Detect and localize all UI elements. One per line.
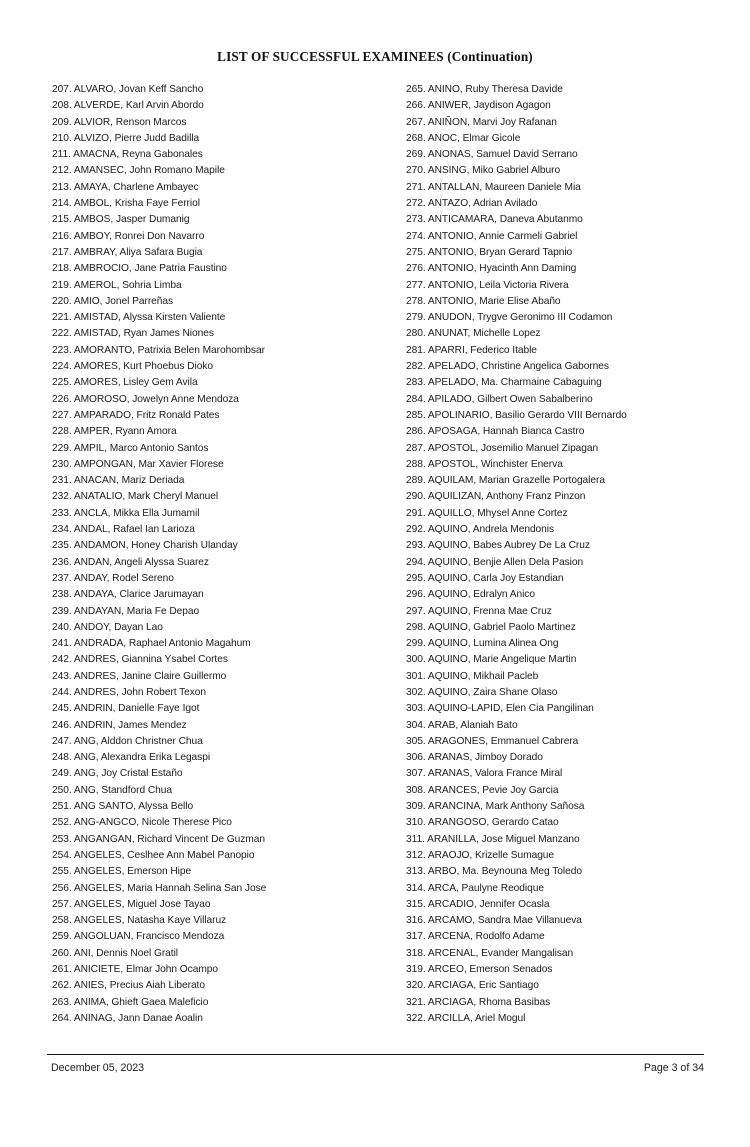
examinee-entry: 253. ANGANGAN, Richard Vincent De Guzman <box>52 833 265 845</box>
examinee-entry: 261. ANICIETE, Elmar John Ocampo <box>52 964 218 976</box>
examinee-entry: 321. ARCIAGA, Rhoma Basibas <box>406 996 551 1008</box>
examinee-entry: 313. ARBO, Ma. Beynouna Meg Toledo <box>406 866 582 878</box>
examinee-entry: 228. AMPER, Ryann Amora <box>52 426 177 438</box>
examinee-entry: 255. ANGELES, Emerson Hipe <box>52 866 192 878</box>
examinee-entry: 306. ARANAS, Jimboy Dorado <box>406 752 543 764</box>
examinee-entry: 238. ANDAYA, Clarice Jarumayan <box>52 589 204 601</box>
examinee-entry: 317. ARCENA, Rodolfo Adame <box>406 931 545 943</box>
examinee-entry: 264. ANINAG, Jann Danae Aoalin <box>52 1012 203 1024</box>
examinee-entry: 208. ALVERDE, Karl Arvin Abordo <box>52 100 204 112</box>
examinee-entry: 222. AMISTAD, Ryan James Niones <box>52 328 214 340</box>
examinee-entry: 267. ANIÑON, Marvi Joy Rafanan <box>406 116 557 128</box>
examinee-entry: 307. ARANAS, Valora France Miral <box>406 768 563 780</box>
examinee-entry: 271. ANTALLAN, Maureen Daniele Mia <box>406 181 581 193</box>
examinee-entry: 322. ARCILLA, Ariel Mogul <box>406 1012 526 1024</box>
examinee-entry: 229. AMPIL, Marco Antonio Santos <box>52 442 209 454</box>
examinee-entry: 232. ANATALIO, Mark Cheryl Manuel <box>52 491 219 503</box>
examinee-entry: 291. AQUILLO, Mhysel Anne Cortez <box>406 507 568 519</box>
examinee-entry: 289. AQUILAM, Marian Grazelle Portogalera <box>406 475 605 487</box>
examinee-entry: 305. ARAGONES, Emmanuel Cabrera <box>406 735 579 747</box>
examinee-entry: 300. AQUINO, Marie Angelique Martin <box>406 654 577 666</box>
examinee-entry: 279. ANUDON, Trygve Geronimo III Codamon <box>406 312 613 324</box>
examinee-column-left <box>52 82 382 1027</box>
examinee-entry: 297. AQUINO, Frenna Mae Cruz <box>406 605 552 617</box>
examinee-entry: 294. AQUINO, Benjie Allen Dela Pasion <box>406 556 584 568</box>
examinee-entry: 246. ANDRIN, James Mendez <box>52 719 187 731</box>
examinee-entry: 283. APELADO, Ma. Charmaine Cabaguing <box>406 377 602 389</box>
examinee-entry: 286. APOSAGA, Hannah Bianca Castro <box>406 426 585 438</box>
examinee-entry: 207. ALVARO, Jovan Keff Sancho <box>52 84 204 95</box>
examinee-entry: 312. ARAOJO, Krizelle Sumague <box>406 849 555 861</box>
examinee-entry: 285. APOLINARIO, Basilio Gerardo VIII Bernardo <box>406 409 627 421</box>
examinee-entry: 268. ANOC, Elmar Gicole <box>406 132 521 144</box>
examinee-entry: 257. ANGELES, Miguel Jose Tayao <box>52 898 211 910</box>
examinee-entry: 227. AMPARADO, Fritz Ronald Pates <box>52 409 220 421</box>
examinee-entry: 319. ARCEO, Emerson Senados <box>406 964 553 976</box>
examinee-entry: 215. AMBOS, Jasper Dumanig <box>52 214 190 226</box>
examinee-entry: 290. AQUILIZAN, Anthony Franz Pinzon <box>406 491 586 503</box>
examinee-entry: 262. ANIES, Precius Aiah Liberato <box>52 980 205 992</box>
examinee-entry: 218. AMBROCIO, Jane Patria Faustino <box>52 263 227 275</box>
examinee-entry: 284. APILADO, Gilbert Owen Sabalberino <box>406 393 593 405</box>
examinee-entry: 275. ANTONIO, Bryan Gerard Tapnio <box>406 246 573 258</box>
examinee-entry: 233. ANCLA, Mikka Ella Jumamil <box>52 507 200 519</box>
examinee-entry: 235. ANDAMON, Honey Charish Ulanday <box>52 540 238 552</box>
examinee-entry: 252. ANG-ANGCO, Nicole Therese Pico <box>52 817 232 829</box>
examinee-entry: 308. ARANCES, Pevie Joy Garcia <box>406 784 559 796</box>
footer-date: December 05, 2023 <box>51 1062 145 1074</box>
examinee-entry: 250. ANG, Standford Chua <box>52 784 172 796</box>
examinee-entry: 281. APARRI, Federico Itable <box>406 344 537 356</box>
examinee-entry: 320. ARCIAGA, Eric Santiago <box>406 980 539 992</box>
examinee-entry: 288. APOSTOL, Winchister Enerva <box>406 458 563 470</box>
examinee-entry: 234. ANDAL, Rafael Ian Larioza <box>52 524 195 536</box>
examinee-entry: 254. ANGELES, Ceslhee Ann Mabel Panopio <box>52 849 255 861</box>
examinee-entry: 212. AMANSEC, John Romano Mapile <box>52 165 225 177</box>
examinee-entry: 213. AMAYA, Charlene Ambayec <box>52 181 199 193</box>
examinee-entry: 318. ARCENAL, Evander Mangalisan <box>406 947 574 959</box>
examinee-entry: 241. ANDRADA, Raphael Antonio Magahum <box>52 638 251 650</box>
examinee-entry: 217. AMBRAY, Aliya Safara Bugia <box>52 246 203 258</box>
examinee-entry: 292. AQUINO, Andrela Mendonis <box>406 524 555 536</box>
examinee-entry: 296. AQUINO, Edralyn Anico <box>406 589 535 601</box>
examinee-entry: 269. ANONAS, Samuel David Serrano <box>406 149 578 161</box>
examinee-entry: 225. AMORES, Lisley Gem Avila <box>52 377 198 389</box>
examinee-entry: 266. ANIWER, Jaydison Agagon <box>406 100 551 112</box>
examinee-entry: 274. ANTONIO, Annie Carmeli Gabriel <box>406 230 578 242</box>
examinee-entry: 277. ANTONIO, Leila Victoria Rivera <box>406 279 569 291</box>
examinee-entry: 315. ARCADIO, Jennifer Ocasla <box>406 898 550 910</box>
examinee-entry: 310. ARANGOSO, Gerardo Catao <box>406 817 559 829</box>
examinee-entry: 242. ANDRES, Giannina Ysabel Cortes <box>52 654 228 666</box>
examinee-entry: 295. AQUINO, Carla Joy Estandian <box>406 572 564 584</box>
examinee-entry: 221. AMISTAD, Alyssa Kirsten Valiente <box>52 312 226 324</box>
examinee-entry: 226. AMOROSO, Jowelyn Anne Mendoza <box>52 393 239 405</box>
examinee-entry: 239. ANDAYAN, Maria Fe Depao <box>52 605 200 617</box>
footer-page-number: Page 3 of 34 <box>643 1062 704 1074</box>
examinee-entry: 303. AQUINO-LAPID, Elen Cia Pangilinan <box>406 703 594 715</box>
examinee-entry: 272. ANTAZO, Adrian Avilado <box>406 198 538 210</box>
examinee-entry: 278. ANTONIO, Marie Elise Abaño <box>406 295 561 307</box>
examinee-entry: 273. ANTICAMARA, Daneva Abutanmo <box>406 214 583 226</box>
examinee-entry: 210. ALVIZO, Pierre Judd Badilla <box>52 132 200 144</box>
examinee-entry: 244. ANDRES, John Robert Texon <box>52 686 207 698</box>
examinee-entry: 265. ANINO, Ruby Theresa Davide <box>406 84 563 95</box>
examinee-entry: 276. ANTONIO, Hyacinth Ann Daming <box>406 263 577 275</box>
examinee-entry: 216. AMBOY, Ronrei Don Navarro <box>52 230 205 242</box>
examinee-entry: 270. ANSING, Miko Gabriel Alburo <box>406 165 561 177</box>
page-title: LIST OF SUCCESSFUL EXAMINEES (Continuation) <box>217 49 533 64</box>
page-footer <box>47 1062 704 1082</box>
examinee-entry: 263. ANIMA, Ghieft Gaea Maleficio <box>52 996 209 1008</box>
examinee-entry: 209. ALVIOR, Renson Marcos <box>52 116 187 128</box>
examinee-entry: 314. ARCA, Paulyne Reodique <box>406 882 544 894</box>
examinee-entry: 311. ARANILLA, Jose Miguel Manzano <box>406 833 580 845</box>
examinee-entry: 220. AMIO, Jonel Parreñas <box>52 295 174 307</box>
examinee-entry: 256. ANGELES, Maria Hannah Selina San Jose <box>52 882 267 894</box>
examinee-entry: 280. ANUNAT, Michelle Lopez <box>406 328 541 340</box>
examinee-entry: 224. AMORES, Kurt Phoebus Dioko <box>52 361 213 373</box>
examinee-entry: 249. ANG, Joy Cristal Estaño <box>52 768 183 780</box>
examinee-entry: 243. ANDRES, Janine Claire Guillermo <box>52 670 227 682</box>
examinee-entry: 245. ANDRIN, Danielle Faye Igot <box>52 703 200 715</box>
examinee-entry: 287. APOSTOL, Josemilio Manuel Zipagan <box>406 442 599 454</box>
examinee-entry: 240. ANDOY, Dayan Lao <box>52 621 163 633</box>
examinee-column-right <box>406 82 706 1027</box>
examinee-entry: 260. ANI, Dennis Noel Gratil <box>52 947 179 959</box>
examinee-entry: 251. ANG SANTO, Alyssa Bello <box>52 801 194 813</box>
examinee-entry: 302. AQUINO, Zaira Shane Olaso <box>406 686 558 698</box>
examinee-entry: 282. APELADO, Christine Angelica Gabornes <box>406 361 609 373</box>
examinee-entry: 293. AQUINO, Babes Aubrey De La Cruz <box>406 540 590 552</box>
examinee-entry: 298. AQUINO, Gabriel Paolo Martinez <box>406 621 576 633</box>
examinee-entry: 301. AQUINO, Mikhail Pacleb <box>406 670 539 682</box>
footer-divider <box>47 1054 704 1055</box>
examinee-entry: 211. AMACNA, Reyna Gabonales <box>52 149 203 161</box>
examinee-entry: 236. ANDAN, Angeli Alyssa Suarez <box>52 556 209 568</box>
examinee-entry: 214. AMBOL, Krisha Faye Ferriol <box>52 198 200 210</box>
examinee-entry: 230. AMPONGAN, Mar Xavier Florese <box>52 458 224 470</box>
examinee-entry: 237. ANDAY, Rodel Sereno <box>52 572 174 584</box>
examinee-entry: 304. ARAB, Alaniah Bato <box>406 719 518 731</box>
examinee-entry: 231. ANACAN, Mariz Deriada <box>52 475 185 487</box>
examinee-entry: 316. ARCAMO, Sandra Mae Villanueva <box>406 915 582 927</box>
examinee-entry: 259. ANGOLUAN, Francisco Mendoza <box>52 931 225 943</box>
examinee-entry: 247. ANG, Alddon Christner Chua <box>52 735 203 747</box>
examinee-entry: 219. AMEROL, Sohria Limba <box>52 279 182 291</box>
examinee-entry: 309. ARANCINA, Mark Anthony Sañosa <box>406 801 585 813</box>
examinee-entry: 248. ANG, Alexandra Erika Legaspi <box>52 752 211 764</box>
examinee-entry: 299. AQUINO, Lumina Alinea Ong <box>406 638 559 650</box>
examinee-entry: 223. AMORANTO, Patrixia Belen Marohombsar <box>52 344 265 356</box>
examinee-entry: 258. ANGELES, Natasha Kaye Villaruz <box>52 915 227 927</box>
